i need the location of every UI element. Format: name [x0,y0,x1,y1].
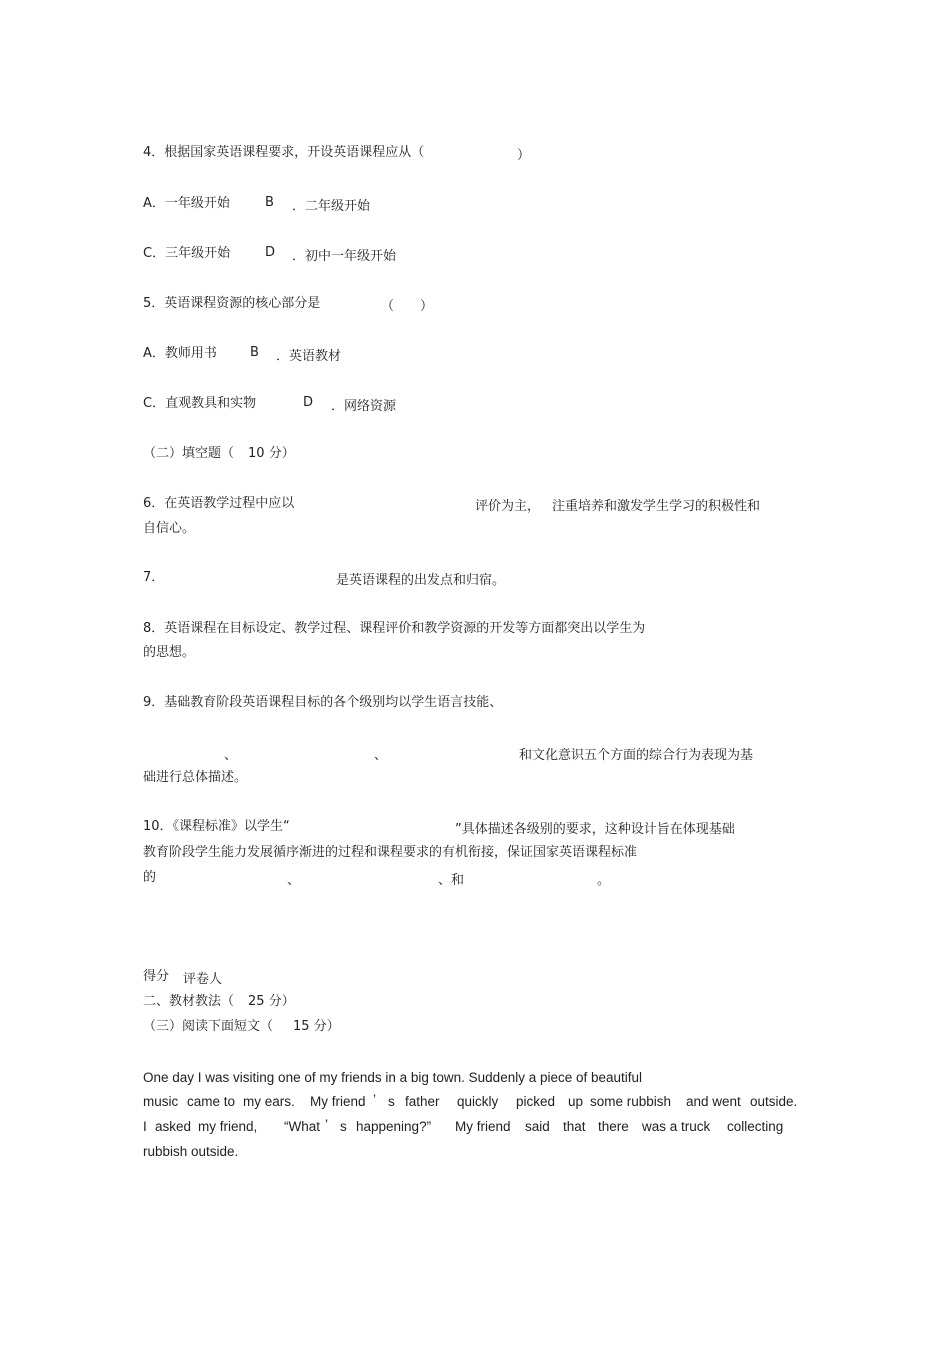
passage-word: s [340,1119,347,1134]
q10-line2: 教育阶段学生能力发展循序渐进的过程和课程要求的有机衔接，保证国家英语课程标准 [143,845,638,860]
q4-option-c: C．三年级开始 [143,246,231,261]
passage-line4: rubbish outside. [143,1144,239,1159]
passage-word: ’ [325,1117,328,1132]
q5-paren: （ ） [381,299,434,314]
passage-word: asked [155,1119,192,1134]
q6-line2: 自信心。 [143,521,196,536]
q9-line2-end: 和文化意识五个方面的综合行为表现为基 [519,748,754,763]
passage-word: quickly [457,1094,499,1109]
q4-close-paren: ） [517,148,531,163]
part2-title-text: 二、教材教法（ [143,994,235,1009]
passage-word: s [388,1094,395,1109]
passage-word: picked [516,1094,556,1109]
q5-option-d-letter: D [303,395,314,410]
q4-option-a: A．一年级开始 [143,196,230,211]
passage-word: music [143,1094,179,1109]
q10-line3-end: 。 [597,873,611,888]
passage-word: some rubbish [590,1094,672,1109]
passage-word: that [563,1119,586,1134]
q5-option-b-text: ．英语教材 [276,349,342,364]
q6-line1-middle: 评价为主， [475,499,541,514]
reading-section-title [143,1018,340,1036]
score-label: 得分 [143,969,170,984]
q9-separator-2: 、 [374,748,388,763]
section-fill-title [143,445,295,463]
q9-line1: 9．基础教育阶段英语课程目标的各个级别均以学生语言技能、 [143,695,503,710]
reading-section-score: 15 分） [293,1019,340,1034]
q5-option-d-text: ．网络资源 [331,399,397,414]
q5-stem: 5．英语课程资源的核心部分是 [143,296,321,311]
q5-option-b-letter: B [250,345,259,360]
passage-word: outside. [750,1094,798,1109]
passage-word: there [598,1119,629,1134]
q6-line1-end: 注重培养和激发学生学习的积极性和 [552,499,761,514]
q4-option-d-text: ．初中一年级开始 [292,249,397,264]
passage-word: I [143,1119,147,1134]
passage-word: happening?” [356,1119,432,1134]
passage-word: my friend, [198,1119,258,1134]
q10-line3-sep: 、 [287,873,301,888]
passage-word: up [568,1094,584,1109]
q4-option-b-letter: B [265,195,274,210]
q4-option-b-text: ．二年级开始 [292,199,371,214]
grader-label: 评卷人 [183,972,223,987]
section-fill-score: 10 分） [248,446,295,461]
section-fill-title-text: （二）填空题（ [143,446,235,461]
passage-word: collecting [727,1119,784,1134]
q5-option-a: A．教师用书 [143,346,217,361]
part2-title-score: 25 分） [248,994,295,1009]
q6-line1-start: 6．在英语教学过程中应以 [143,496,295,511]
passage-word: was a truck [642,1119,711,1134]
q9-separator-1: 、 [224,748,238,763]
q10-line3-and: 、和 [438,873,465,888]
passage-word: and went [686,1094,741,1109]
reading-section-title-text: （三）阅读下面短文（ [143,1019,274,1034]
q10-line3-start: 的 [143,870,157,885]
passage-word: my ears. [243,1094,295,1109]
q9-line3: 础进行总体描述。 [143,770,248,785]
passage-word: came to [187,1094,236,1109]
part2-title [143,993,295,1011]
passage-word: ’ [373,1092,376,1107]
q4-stem-text: 4．根据国家英语课程要求，开设英语课程应从（ [143,145,425,160]
q5-option-c: C．直观教具和实物 [143,396,257,411]
q10-line1-start: 10．《课程标准》以学生“ [143,819,290,834]
q7-number: 7． [143,570,165,585]
q4-stem [143,144,424,162]
passage-word: “What [284,1119,321,1134]
passage-word: My friend [455,1119,511,1134]
q8-line1: 8．英语课程在目标设定、教学过程、课程评价和教学资源的开发等方面都突出以学生为 [143,621,646,636]
passage-line1: One day I was visiting one of my friends in a big town. Suddenly a piece of beautiful [143,1070,643,1085]
q4-option-d-letter: D [265,245,276,260]
passage-word: said [525,1119,550,1134]
q10-line1-end: ”具体描述各级别的要求，这种设计旨在体现基础 [455,822,735,837]
passage-word: father [405,1094,440,1109]
q8-line2: 的思想。 [143,645,196,660]
q7-text: 是英语课程的出发点和归宿。 [336,573,506,588]
passage-word: My friend [310,1094,366,1109]
